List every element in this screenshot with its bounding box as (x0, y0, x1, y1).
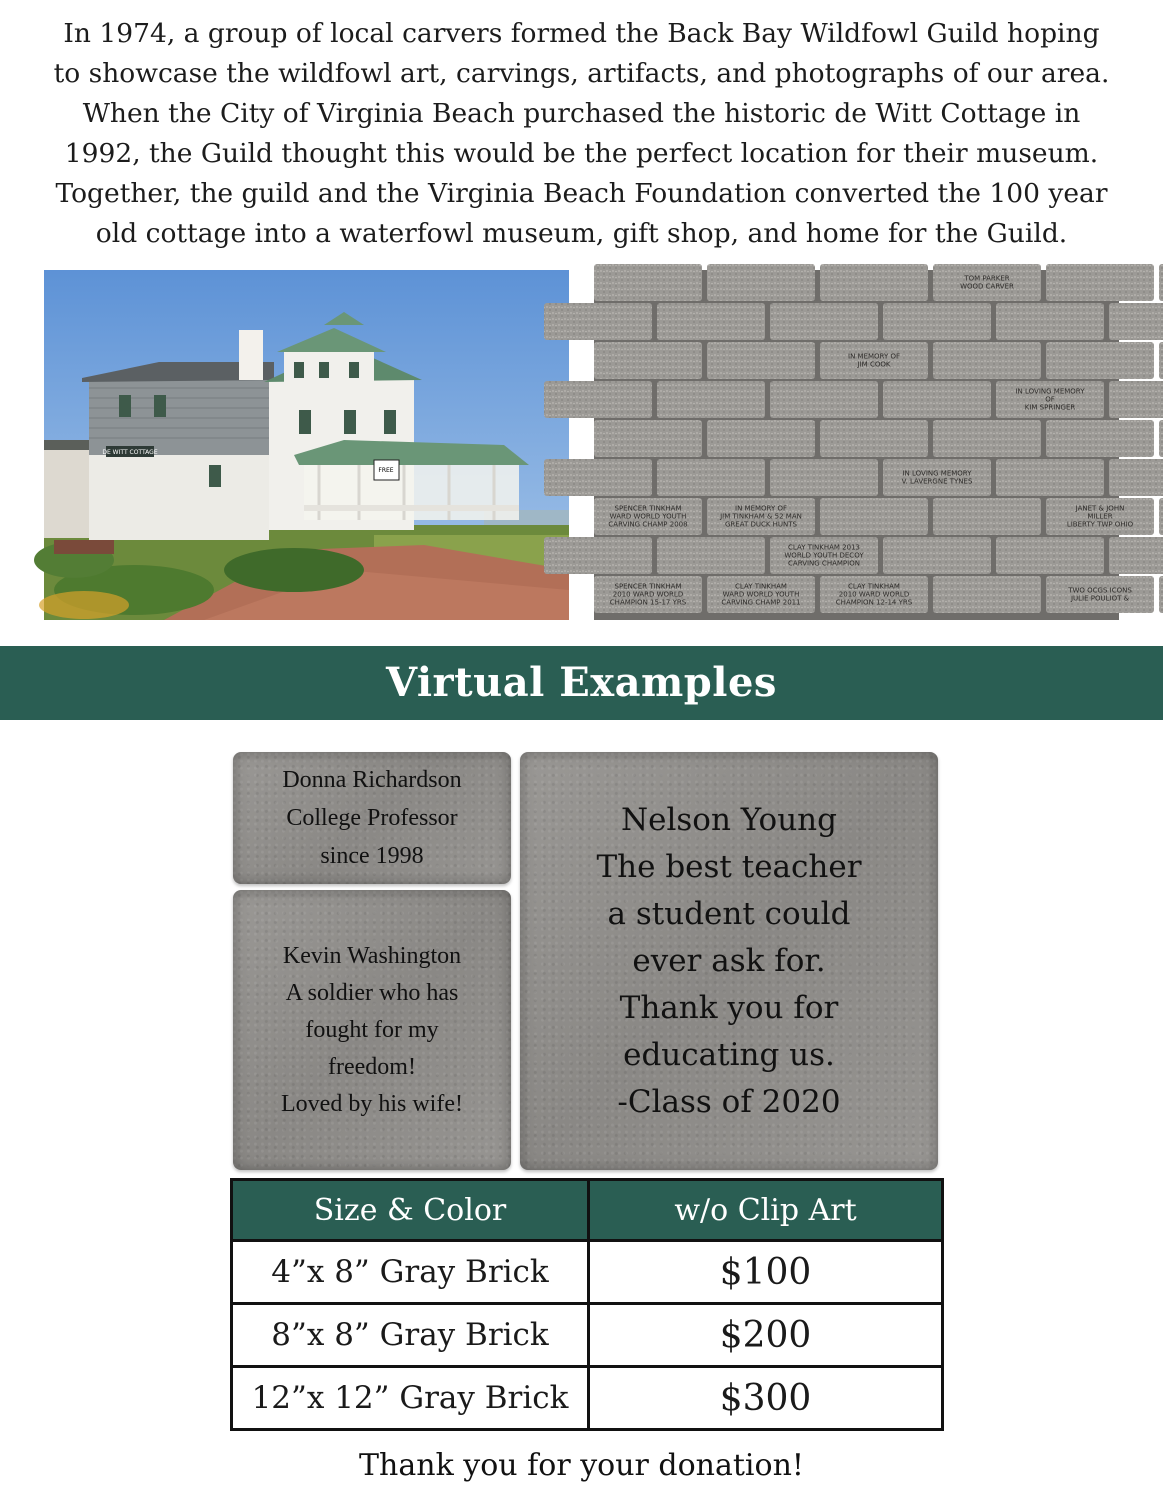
paver-engraving: CLAY TINKHAM 2013 WORLD YOUTH DECOY CARVING CHAMPION (784, 543, 864, 568)
paver-brick (820, 420, 928, 457)
table-row (232, 1304, 943, 1367)
paver-brick (1109, 537, 1163, 574)
brick-line: Nelson Young (621, 801, 837, 838)
paver-brick (1046, 264, 1154, 301)
brick-line: Donna Richardson (282, 767, 462, 793)
paver-brick (883, 381, 991, 418)
paver-brick (594, 264, 702, 301)
size-cell: 12”x 12” Gray Brick (232, 1367, 589, 1430)
paver-brick (1159, 420, 1163, 457)
paver-brick (770, 381, 878, 418)
brick-example-small (233, 752, 511, 884)
paver-engraving: SPENCER TINKHAM WARD WORLD YOUTH CARVING CHAMP 2008 (608, 504, 688, 529)
paver-brick (707, 264, 815, 301)
brick-line: Kevin Washington (282, 942, 462, 969)
size-cell: 8”x 8” Gray Brick (232, 1304, 589, 1367)
table-row (232, 1367, 943, 1430)
brick-line: since 1998 (320, 843, 424, 869)
cottage-illustration (44, 270, 569, 620)
table-row (232, 1241, 943, 1304)
brick-line: Thank you for (619, 989, 839, 1026)
brick-example-medium (233, 890, 511, 1170)
paver-brick (1159, 576, 1163, 613)
brick-pavers-illustration (594, 270, 1134, 620)
price-cell: $100 (589, 1241, 943, 1304)
brick-line: -Class of 2020 (617, 1083, 841, 1120)
paver-brick (1159, 342, 1163, 379)
intro-paragraph (20, 14, 1143, 254)
paver-brick (820, 264, 928, 301)
paver-engraving: IN MEMORY OF JIM COOK (848, 352, 900, 369)
paver-brick (1159, 498, 1163, 535)
price-table (230, 1178, 944, 1431)
paver-brick (933, 576, 1041, 613)
paver-brick (1159, 264, 1163, 301)
paver-brick (883, 303, 991, 340)
paver-brick (657, 537, 765, 574)
thank-you-note: Thank you for your donation! (359, 1448, 804, 1483)
brick-line: The best teacher (596, 848, 862, 885)
brick-line: Loved by his wife! (281, 1090, 463, 1117)
paver-brick (933, 342, 1041, 379)
paver-brick (1046, 420, 1154, 457)
paver-engraving: TOM PARKER WOOD CARVER (960, 274, 1014, 291)
paver-brick (770, 303, 878, 340)
brick-line: a student could (607, 895, 851, 932)
paver-brick (594, 420, 702, 457)
paver-brick (544, 381, 652, 418)
paver-brick (1109, 303, 1163, 340)
dewitt-cottage-photo (44, 270, 569, 620)
paver-brick (933, 420, 1041, 457)
paver-engraving: CLAY TINKHAM WARD WORLD YOUTH CARVING CHAMP 2011 (721, 582, 801, 607)
intro-line: In 1974, a group of local carvers formed the Back Bay Wildfowl Guild hoping (63, 18, 1100, 49)
paver-brick (707, 420, 815, 457)
column-header-size: Size & Color (232, 1180, 589, 1241)
brick-example-large (520, 752, 938, 1170)
intro-line: to showcase the wildfowl art, carvings, artifacts, and photographs of our area. (53, 58, 1110, 89)
brick-line: educating us. (623, 1036, 835, 1073)
paver-engraving: JANET & JOHN MILLER LIBERTY TWP OHIO (1066, 504, 1134, 529)
column-header-price: w/o Clip Art (589, 1180, 943, 1241)
price-cell: $200 (589, 1304, 943, 1367)
paver-engraving: SPENCER TINKHAM 2010 WARD WORLD CHAMPION 15-17 YRS (609, 582, 687, 607)
price-cell: $300 (589, 1367, 943, 1430)
paver-engraving: IN LOVING MEMORY OF KIM SPRINGER (1015, 387, 1085, 412)
brick-line: freedom! (328, 1053, 416, 1080)
virtual-examples-banner (0, 646, 1163, 720)
brick-line: College Professor (286, 805, 458, 831)
paver-brick (996, 303, 1104, 340)
paver-brick (1109, 381, 1163, 418)
paver-brick (544, 303, 652, 340)
paver-brick (657, 381, 765, 418)
paver-brick (933, 498, 1041, 535)
paver-brick (1109, 459, 1163, 496)
intro-line: 1992, the Guild thought this would be the perfect location for their museum. (64, 138, 1099, 169)
paver-brick (544, 537, 652, 574)
size-cell: 4”x 8” Gray Brick (232, 1241, 589, 1304)
brick-line: ever ask for. (632, 942, 826, 979)
free-sign-label: FREE (378, 467, 394, 474)
paver-brick (996, 537, 1104, 574)
paver-engraving: IN LOVING MEMORY V. LAVERGNE TYNES (901, 469, 973, 486)
intro-line: When the City of Virginia Beach purchased the historic de Witt Cottage in (82, 98, 1081, 129)
paver-brick (996, 459, 1104, 496)
paver-brick (820, 498, 928, 535)
paver-brick (1046, 342, 1154, 379)
brick-line: A soldier who has (285, 979, 459, 1006)
brick-line: fought for my (305, 1016, 439, 1043)
cottage-sign-label: DE WITT COTTAGE (102, 449, 158, 456)
paver-brick (594, 342, 702, 379)
paver-engraving: TWO OCGS ICONS JULIE POULIOT & (1068, 586, 1132, 603)
paver-brick (883, 537, 991, 574)
paver-brick (657, 459, 765, 496)
engraved-bricks-photo (594, 270, 1134, 620)
paver-brick (770, 459, 878, 496)
paver-engraving: CLAY TINKHAM 2010 WARD WORLD CHAMPION 12-14 YRS (835, 582, 913, 607)
paver-brick (657, 303, 765, 340)
paver-brick (707, 342, 815, 379)
price-table-header-row (232, 1180, 943, 1241)
paver-engraving: IN MEMORY OF JIM TINKHAM & 52 MAN GREAT DUCK HUNTS (720, 504, 802, 529)
paver-brick (544, 459, 652, 496)
intro-line: old cottage into a waterfowl museum, gift shop, and home for the Guild. (95, 218, 1068, 249)
intro-line: Together, the guild and the Virginia Beach Foundation converted the 100 year (55, 178, 1108, 209)
section-title: Virtual Examples (386, 659, 777, 706)
